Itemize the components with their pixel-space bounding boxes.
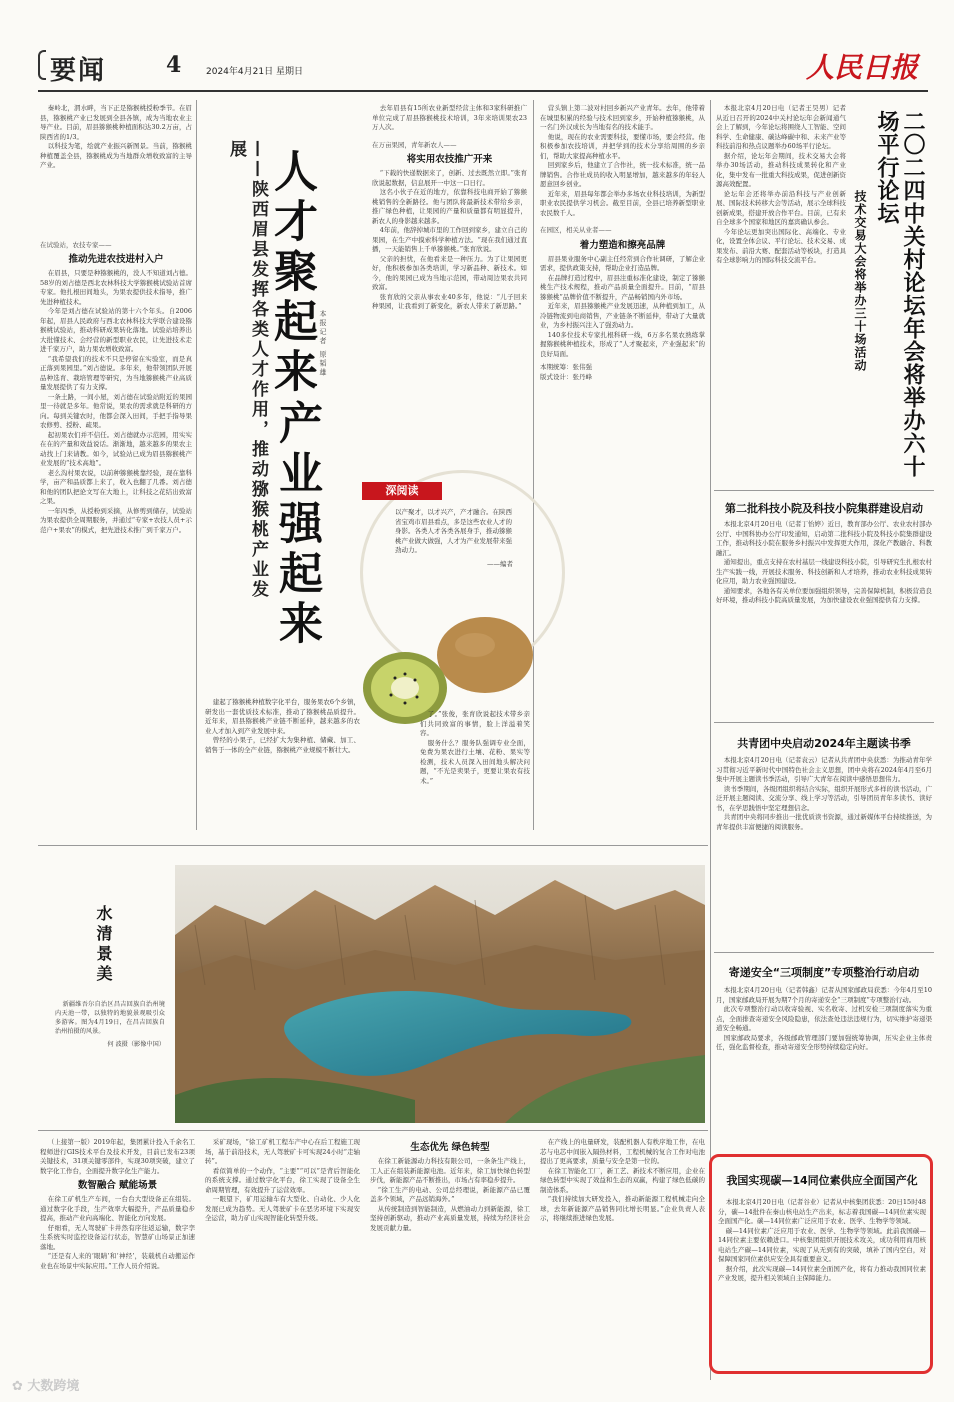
paragraph: 在产线上的电量研发，装配机器人有秩序地工作，在电芯与电芯中间嵌入隔热材料，工程机械的复合工作对电池提出了更高要求，质量与安全是第一位的。 <box>540 1138 705 1165</box>
feature-title-2: 产业强起来 <box>271 400 322 650</box>
paragraph: 他说，现在的农业需要科技，要懂市场，要会经营。他积极参加农技培训，并把学到的技术分享给周围的乡亲们，帮助大家提高种植水平。 <box>540 132 705 160</box>
paragraph: 通知要求，各地各有关单位要加强组织领导，完善保障机制，积极营造良好环境，推动科技小院高质量发展，为加快建设农业强国提供有力支撑。 <box>716 586 932 604</box>
paragraph: 一眼望下，矿用运输车有大型化、自动化、少人化发展已成为趋势。无人驾驶矿卡在恶劣环境下实现安全运营，助力矿山实现智能化转型升级。 <box>205 1195 360 1222</box>
subhead-kicker: 在万亩果园，青年新农人—— <box>372 140 457 149</box>
right-article-2 <box>716 520 932 710</box>
paragraph: 在品牌打造过程中，眉县注重标准化建设，制定了猕猴桃生产技术规程，推动产品质量全面提升。目前，“眉县猕猴桃”品牌价值不断提升，产品畅销国内外市场。 <box>540 273 705 301</box>
paragraph: 近年来，眉县每年都会举办多场农业科技培训，为新型职业农民提供学习机会。截至目前，全县已培养新型职业农民数千人。 <box>540 189 705 217</box>
paragraph: 眉县果业服务中心副主任经常到合作社调研，了解企业需求，提供政策支持，帮助企业打造品牌。 <box>540 254 705 272</box>
paragraph: “我们持续加大研发投入，推动新能源工程机械走向全球，去年新能源产品销售同比增长明显。”企业负责人表示，将继续推进绿色发展。 <box>540 1195 705 1222</box>
paragraph: “我希望我们的技术不只是停留在实验室，而是真正落到果园里。”刘占德说。多年来，他带领团队开展品种选育、栽培管理等研究，为当地猕猴桃产业高质量发展提供了有力支撑。 <box>40 354 192 391</box>
paragraph: 去年眉县有15所农业新型经营主体和3家科研推广单位完成了眉县猕猴桃技术培训，3年来培训果农23万人次。 <box>372 104 527 131</box>
left-article-column <box>40 104 192 834</box>
paragraph: 今年论坛更加突出国际化、高端化、专业化，设置全体会议、平行论坛、技术交易、成果发布、前沿大赛、配套活动等板块，打造具有全球影响力的国际科技交流平台。 <box>716 227 846 264</box>
paragraph: 本报北京4月20日电（记者韩鑫）记者从国家邮政局获悉：今年4月至10月，国家邮政局开展为期7个月的寄递安全“三项制度”专项整治行动。 <box>716 986 932 1004</box>
masthead-bracket <box>38 50 46 80</box>
subhead-kicker: 在试验站，农技专家—— <box>40 240 112 249</box>
deep-read-badge: 深阅读 <box>362 482 442 500</box>
paragraph: 4年前，他辞掉城市里的工作回到家乡，建立自己的果园，在生产中摸索科学种植方法。“现在我们通过直播，一天能销售上千单猕猴桃。”张育欣说。 <box>372 226 527 253</box>
paragraph: 国家邮政局要求，各级邮政管理部门要加强统筹协调，压实企业主体责任，强化监督检查，推动寄递安全形势持续稳定向好。 <box>716 1033 932 1051</box>
paragraph: 此次专项整治行动以收寄验视、实名收寄、过机安检三项制度落实为重点，全面排查寄递安全风险隐患，依法查处违法违规行为，切实维护寄递渠道安全畅通。 <box>716 1005 932 1032</box>
paragraph: 本报北京4月20日电（记者丁怡婷）近日，教育部办公厅、农业农村部办公厅、中国科协办公厅印发通知，启动第二批科技小院及科技小院集群建设工作，推动科技小院在服务乡村振兴中发挥更大作用，深化产教融合、科教融汇。 <box>716 520 932 557</box>
paragraph: 140多位技术专家扎根科研一线，6万多名果农熟练掌握猕猴桃种植技术，形成了“人才聚起来，产业强起来”的良好局面。 <box>540 330 705 358</box>
paragraph: 回到家乡后，他建立了合作社，统一技术标准，统一品牌销售。合作社成员的收入明显增加，越来越多的年轻人愿意回乡创业。 <box>540 161 705 188</box>
landscape-photo <box>175 865 705 1123</box>
paragraph: 这名小伙子在近的地方，依靠科技电商开始了猕猴桃销售的全新路径。他与团队将最新技术带给乡亲，推广绿色种植，让果园的产量和质量都有明显提升，新农人的身影越来越多。 <box>372 188 527 225</box>
paragraph: 本报北京4月20日电（记者王昊男）记者从近日召开的2024中关村论坛年会新闻通气会上了解到，今年论坛将围绕人工智能、空间科学、生命健康、碳达峰碳中和、未来产业等科技前沿和热点议题举办60场平行论坛。 <box>716 104 846 150</box>
quote-author: ——编者 <box>487 559 513 568</box>
right-vertical-subtitle: 技术交易大会将举办三十场活动 <box>853 190 867 372</box>
paragraph: “下载的快递数据来了，创新、过去既然立即。”张育欣说起数据，信息展开一中这一口日行。 <box>372 169 527 187</box>
paragraph: 在徐工矿机生产车间，一台台大型设备正在组装。通过数字化手段，生产效率大幅提升，产品质量稳步提高，推动产业向高端化、智能化方向发展。 <box>40 1195 195 1222</box>
section-rule <box>714 490 934 491</box>
paragraph: 碳—14同位素广泛应用于农业、医学、生物学等领域。此前我国碳—14同位素主要依赖进口。中核集团组织开展技术攻关，成功利用商用核电站生产碳—14同位素，实现了从无到有的突破，填补了国内空白，对保障国家同位素供应安全具有重要意义。 <box>718 1226 926 1263</box>
paragraph: “徐工生产的电动、公司总经理说，新能源产品已覆盖多个领域，产品远销海外。” <box>370 1185 530 1203</box>
subhead: 将实用农技推广开来 <box>406 154 493 165</box>
paragraph: 采矿现场，“徐工矿机工程车产中心在后工程施工现场，基于前沿技术，无人驾驶矿卡可实现24小时“走轴转”。 <box>205 1138 360 1165</box>
subhead: 推动先进农技进村入户 <box>68 254 164 265</box>
subhead: 着力塑造和擦亮品牌 <box>579 239 666 251</box>
section-rule <box>714 722 934 723</box>
paragraph: 老么沟村果农说，以前种猕猴桃靠经验，现在靠科学，亩产和品质都上来了，收入也翻了几番。刘占德和他的团队把论文写在大地上，让科技之花结出致富之果。 <box>40 468 192 505</box>
paragraph: 近年来，眉县猕猴桃产业发展迅速，从种植到加工，从冷链物流到电商销售，产业链条不断延伸，带动了大量就业，为乡村振兴注入了强劲动力。 <box>540 302 705 329</box>
paragraph: 建起了猕猴桃种植数字化平台，服务果农6个乡镇，研发出一套优质技术标准，推动了猕猴桃品质提升。近年来，眉县猕猴桃产业链不断延伸，越来越多的农业人才加入到产业发展中来。 <box>205 698 360 735</box>
paragraph: 一条土路，一间小屋，刘占德在试验站附近的果园里一待就是多年。他常说，果农的需求就是科研的方向。每到关键农时，他都会深入田间，手把手指导果农修剪、授粉、疏果。 <box>40 392 192 429</box>
right-article-4 <box>716 986 932 1146</box>
right-vertical-title: 二〇二四中关村论坛年会将举办六十场平行论坛 <box>874 110 925 478</box>
paragraph: 论坛年会还将举办前沿科技与产业创新展、国际技术转移大会等活动，展示全球科技创新成果，搭建开放合作平台。目前，已有来自全球多个国家和地区的嘉宾确认参会。 <box>716 189 846 226</box>
paragraph: 父亲的担忧，在他看来是一种压力。为了让果园更好，他积极参加各类培训，学习新品种、新技术。如今，他的果园已成为当地示范园，带动周边果农共同致富。 <box>372 254 527 291</box>
paragraph: 秦岭北，渭水畔，当下正是猕猴桃授粉季节。在眉县，猕猴桃产业已发展到全县各镇，成为当地农业主导产业。目前，眉县猕猴桃种植面积达30.2万亩，占陕西省的1/3。 <box>40 104 192 141</box>
subhead-kicker: 在园区，相关从业者—— <box>540 226 612 234</box>
bottom-col-4 <box>540 1138 705 1378</box>
photo-caption <box>55 1000 165 1120</box>
paragraph: 曾经的小果子，已经扩大为集种植、储藏、加工、销售于一体的全产业链，猕猴桃产业规模不断壮大。 <box>205 736 360 754</box>
feature-lower-text <box>205 698 360 838</box>
headline-keji-xiaoyuan: 第二批科技小院及科技小院集群建设启动 <box>725 502 923 515</box>
mid-lower-text <box>420 710 530 830</box>
paragraph: （上接第一版）2019年起，集团累计投入千余名工程师进行GIS技术平台及技术开发，目前已发布23项关键技术，31项关键零部件，实现30项突破，建立了数字化工作台，全面提升数字化生产能力。 <box>40 1138 195 1175</box>
paragraph: 服务什么？服务队强调专业全面，免费为果农进行土壤、花粉、果实等检测，技术人员深入田间地头解决问题，“不光是卖果子，更要让果农有技术。” <box>420 738 530 785</box>
paragraph: 据介绍，论坛年会期间，技术交易大会将举办30场活动，推动科技成果转化和产业化，集中发布一批重大科技成果，促进创新资源高效配置。 <box>716 151 846 188</box>
right-article-1 <box>716 104 846 484</box>
feature-title-1: 人才聚起来 <box>266 148 317 398</box>
subhead: 数智融合 赋能场景 <box>77 1180 158 1191</box>
paragraph: 共青团中央将同步推出一批优质读书资源，通过新媒体平台持续推送，为青年提供丰富便捷的阅读服务。 <box>716 813 932 831</box>
subhead: 生态优先 绿色转型 <box>410 1142 490 1153</box>
section-rule <box>38 1130 708 1131</box>
paragraph: 从传统制造到智能制造，从燃油动力到新能源，徐工坚持创新驱动，推动产业高质量发展，持续为经济社会发展贡献力量。 <box>370 1204 530 1232</box>
paragraph: 仔细看，无人驾驶矿卡井然有序往返运输，数字孪生系统实时监控设备运行状态，智慧矿山场景正加速落地。 <box>40 1223 195 1251</box>
page-number: 4 <box>166 52 182 78</box>
issue-date: 2024年4月21日 星期日 <box>206 67 303 77</box>
quote-text: 以产聚才，以才兴产，产才融合。在陕西省宝鸡市眉县看点，多是这些农业人才的身影。各类人才各类各展身手，推动猕猴桃产业做大做强，人才为产业发展带来强劲动力。 <box>395 508 512 554</box>
photo-title: 水清景美 <box>94 905 113 985</box>
headline-reading-season: 共青团中央启动2024年主题读书季 <box>737 737 911 750</box>
paragraph: 在徐工新能源动力科技有限公司，一条条生产线上，工人正在组装新能源电池。近年来，徐工加快绿色转型步伐，新能源产品不断推出，市场占有率稳步提升。 <box>370 1157 530 1184</box>
paragraph: 以科技为笔，绘就产业振兴新图景。当前，猕猴桃种植覆盖全县，猕猴桃成为当地群众增收致富的主导产业。 <box>40 142 192 169</box>
feature-byline: 本报记者 原韬雄 <box>319 310 327 378</box>
signoff: 版式设计：张丹峰 <box>540 372 592 381</box>
paragraph: 在徐工智能化工厂，新工艺、新技术不断应用，企业在绿色转型中实现了效益和生态的双赢，构建了绿色低碳的制造体系。 <box>540 1166 705 1194</box>
section-name: 要闻 <box>50 56 107 86</box>
watermark-icon: ✿ <box>12 1379 28 1394</box>
paragraph: 据介绍，此次实现碳—14同位素全面国产化，将有力推动我国同位素产业发展，提升相关领域自主保障能力。 <box>718 1264 926 1282</box>
col3-article-column <box>540 104 705 822</box>
paragraph: 一年四季，从授粉到采摘，从修剪到储存，试验站为果农提供全周期服务，并通过“专家+农技人员+示范户+果农”的模式，把先进技术推广到千家万户。 <box>40 506 192 534</box>
right-article-3 <box>716 756 932 946</box>
caption-text: 新疆维吾尔自治区昌吉回族自治州境内天池一带，以独特的地貌景观吸引众多游客。图为4月19日，在昌吉回族自治州拍摄的风景。 <box>55 1001 165 1035</box>
signoff: 本期统筹：张伟强 <box>540 363 592 371</box>
headline-carbon14: 我国实现碳—14同位素供应全面国产化 <box>726 1174 918 1187</box>
masthead <box>38 46 928 92</box>
bottom-col-3 <box>370 1138 530 1378</box>
paragraph: 在眉县，只要是种猕猴桃的，没人不知道刘占德。58岁的刘占德是西北农林科技大学猕猴桃试验站首席专家。他扎根田间地头，为果农提供技术指导，推广先进种植技术。 <box>40 269 192 306</box>
paragraph: 本报北京4月20日电（记者谷业）记者从中核集团获悉：20日15时48分，碳—14批件在秦山核电站生产出来，标志着我国碳—14同位素实现全面国产化。碳—14同位素广泛应用于农业、医学、生物学等领域。 <box>718 1198 926 1225</box>
paragraph: 看似简单的一个动作，“主要”“可以”是背后智能化的系统支撑。通过数字化平台，徐工实现了设备全生命周期管理，有效提升了运营效率。 <box>205 1166 360 1194</box>
paragraph: 今年是刘占德在试验站的第十六个年头。自2006年起，眉县人民政府与西北农林科技大学联合建设猕猴桃试验站，推动科研成果转化落地。试验站培养出大批懂技术、会经营的新型职业农民，让先进技术走进千家万户，助力果农增收致富。 <box>40 307 192 353</box>
bottom-col-2 <box>205 1138 360 1378</box>
feature-deck: ——陕西眉县发挥各类人才作用，推动猕猴桃产业发展 <box>226 140 268 600</box>
paragraph: 营头镇上第二波对村回乡新兴产业青年。去年，他带着在城里积累的经验与技术回到家乡，开始种植猕猴桃，从一名门外汉成长为当地有名的技术能手。 <box>540 104 705 131</box>
section-rule <box>714 952 934 953</box>
paragraph: “还是有人来的‘眼睛’和‘神经’，装载机自动搬运作业也在场景中实际应用。”工作人员介绍说。 <box>40 1252 195 1270</box>
paragraph: 本报北京4月20日电（记者袁云）记者从共青团中央获悉：为推动青年学习贯彻习近平新时代中国特色社会主义思想，团中央将在2024年4月至6月集中开展主题读书季活动，引导广大青年在阅读中感悟思想伟力。 <box>716 756 932 783</box>
paper-logo: 人民日报 <box>805 51 918 84</box>
paragraph: 起初果农们并不信任。刘占德就办示范园，用实实在在的产量和效益说话。渐渐地，越来越多的果农主动找上门来请教。如今，试验站已成为眉县猕猴桃产业发展的“技术高地”。 <box>40 430 192 467</box>
right-article-5 <box>718 1198 926 1368</box>
paragraph: 张育欣的父亲从事农业40多年，他说：“儿子回来种果园，让我看到了新变化，新农人带来了新思路。” <box>372 292 527 310</box>
paragraph: 通知提出，重点支持在农村基层一线建设科技小院，引导研究生扎根农村生产实践一线，开展技术服务、科技创新和人才培养，推动农业科技成果转化应用，助力农业强国建设。 <box>716 558 932 585</box>
paragraph: 读书季期间，各级团组织将结合实际，组织开展形式多样的读书活动，广泛开展主题阅读、交流分享、线上学习等活动，引导团员青年多读书、读好书，在学思践悟中坚定理想信念。 <box>716 784 932 812</box>
headline-delivery-safety: 寄递安全“三项制度”专项整治行动启动 <box>728 966 920 979</box>
section-rule <box>38 845 708 846</box>
watermark-logo: ✿ 大数跨境 <box>12 1379 80 1394</box>
mid-article-column <box>372 104 527 464</box>
bottom-col-1 <box>40 1138 195 1378</box>
photo-credit: 何 波摄（影像中国） <box>107 1041 165 1048</box>
column-rule <box>196 100 197 830</box>
paragraph: 了。”张俊，张育欣说起技术带乡亲们共同致富的事情，脸上洋溢着笑容。 <box>420 710 530 737</box>
editor-quote <box>395 508 513 569</box>
